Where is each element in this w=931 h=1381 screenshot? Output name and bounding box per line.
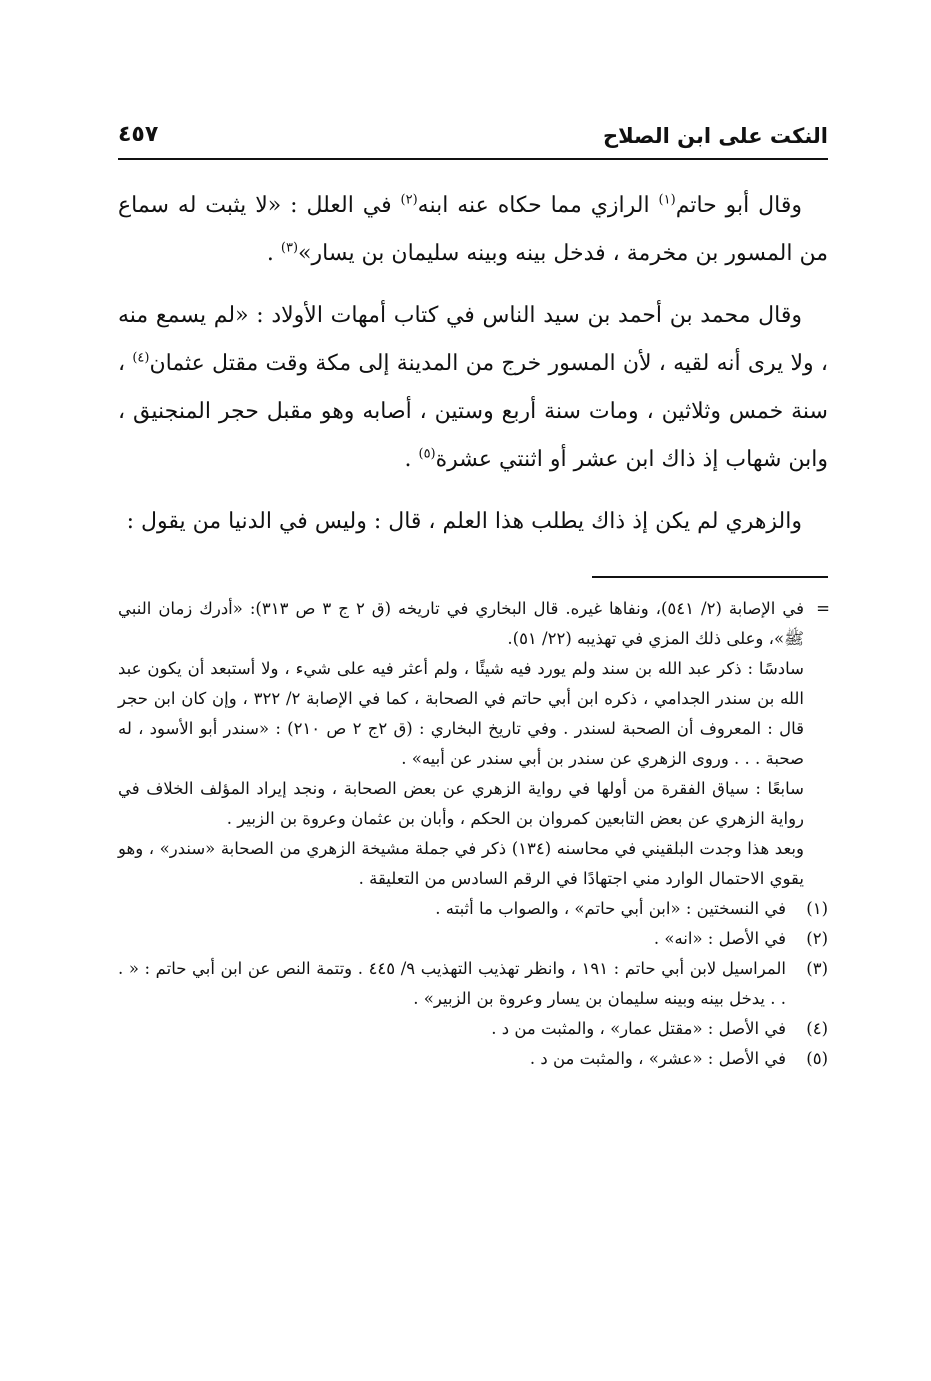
running-title: النكت على ابن الصلاح xyxy=(602,124,828,148)
text-run: ، سنة خمس وثلاثين ، ومات سنة أربع وستين ، أصابه وهو مقبل حجر المنجنيق ، وابن شهاب إذ ذاك ابن عشر أو اثنتي عشرة xyxy=(118,351,828,472)
text-run: . xyxy=(266,241,281,266)
footnote-number: (٢) xyxy=(806,929,828,948)
footnote-number: (١) xyxy=(806,899,828,918)
footnote-number: (٣) xyxy=(806,959,828,978)
footnote-text: في النسختين : «ابن أبي حاتم» ، والصواب ما أثبته . xyxy=(435,899,786,918)
continuation-mark: = xyxy=(816,599,830,618)
footnote-1 xyxy=(118,894,830,924)
footnote-text: في الأصل : «مقتل عمار» ، والمثبت من د . xyxy=(491,1019,786,1038)
footnote-text: المراسيل لابن أبي حاتم : ١٩١ ، وانظر تهذيب التهذيب ٩/ ٤٤٥ . وتتمة النص عن ابن أبي حاتم : « . . . يدخل بينه وبينه سليمان بن يسار وعروة بن الزبير» . xyxy=(118,959,786,1008)
footnote-text: في الأصل : «عشر» ، والمثبت من د . xyxy=(529,1049,786,1068)
footnote-separator xyxy=(592,576,828,578)
footnote-number: (٤) xyxy=(806,1019,828,1038)
footnote-ref: (١) xyxy=(658,192,676,208)
continued-footnote xyxy=(118,594,830,894)
footnote-ref: (٥) xyxy=(418,446,436,462)
paragraph xyxy=(118,498,828,546)
paragraph xyxy=(118,182,828,278)
footnote-5 xyxy=(118,1044,830,1074)
page-number: ٤٥٧ xyxy=(118,122,159,147)
footnote-2 xyxy=(118,924,830,954)
page-header xyxy=(118,118,828,158)
header-rule xyxy=(118,158,828,160)
text-run: في العلل : «لا يثبت له سماع من المسور بن مخرمة ، فدخل بينه وبينه سليمان بن يسار» xyxy=(118,193,828,266)
footnote-ref: (٣) xyxy=(280,240,299,256)
footnote-paragraph: سابعًا : سياق الفقرة من أولها في رواية الزهري عن بعض الصحابة ، ونجد إيراد المؤلف الخلاف في رواية الزهري عن بعض التابعين كمروان بن الحكم ، وأبان بن عثمان وعروة بن الزبير . xyxy=(118,779,804,828)
footnote-paragraph: في الإصابة (٢/ ٥٤١)، ونفاها غيره. قال البخاري في تاريخه (ق ٢ ج ٣ ص ٣١٣): «أدرك زمان النبي ﷺ»، وعلى ذلك المزي في تهذيبه (٢٢/ ٥١). xyxy=(118,599,804,648)
footnote-ref: (٢) xyxy=(400,192,418,208)
footnote-text: في الأصل : «انه» . xyxy=(653,929,786,948)
footnote-3 xyxy=(118,954,830,1014)
paragraph xyxy=(118,292,828,484)
text-run: الرازي مما حكاه عنه ابنه xyxy=(417,193,659,218)
footnotes-area xyxy=(118,594,830,1074)
text-run: والزهري لم يكن إذ ذاك يطلب هذا العلم ، قال : وليس في الدنيا من يقول : xyxy=(126,509,802,534)
text-run: . xyxy=(404,447,419,472)
footnote-number: (٥) xyxy=(806,1049,828,1068)
footnote-4 xyxy=(118,1014,830,1044)
text-run: وقال أبو حاتم xyxy=(675,193,803,218)
main-text xyxy=(118,182,828,560)
footnote-paragraph: وبعد هذا وجدت البلقيني في محاسنه (١٣٤) ذكر في جملة مشيخة الزهري من الصحابة «سندر» ، وهو يقوي الاحتمال الوارد مني اجتهادًا في الرقم السادس من التعليقة . xyxy=(118,839,804,888)
text-run: وقال محمد بن أحمد بن سيد الناس في كتاب أمهات الأولاد : «لم يسمع منه ، ولا يرى أنه لقيه ، لأن المسور خرج من المدينة إلى مكة وقت مقتل عثمان xyxy=(118,303,828,376)
footnote-ref: (٤) xyxy=(132,350,150,366)
footnote-paragraph: سادسًا : ذكر عبد الله بن سند ولم يورد فيه شيئًا ، ولم أعثر فيه على شيء ، ولا أستبعد أن يكون عبد الله بن سندر الجدامي ، ذكره ابن أبي حاتم في الصحابة ، كما في الإصابة ٢/ ٣٢٢ ، وإن كان ابن حجر قال : المعروف أن الصحبة لسندر . وفي تاريخ البخاري : (ق ٢ج ٢ ص ٢١٠) : «سندر أبو الأسود ، له صحبة . . . وروى الزهري عن سندر بن أبي سندر عن أبيه» . xyxy=(118,659,804,768)
